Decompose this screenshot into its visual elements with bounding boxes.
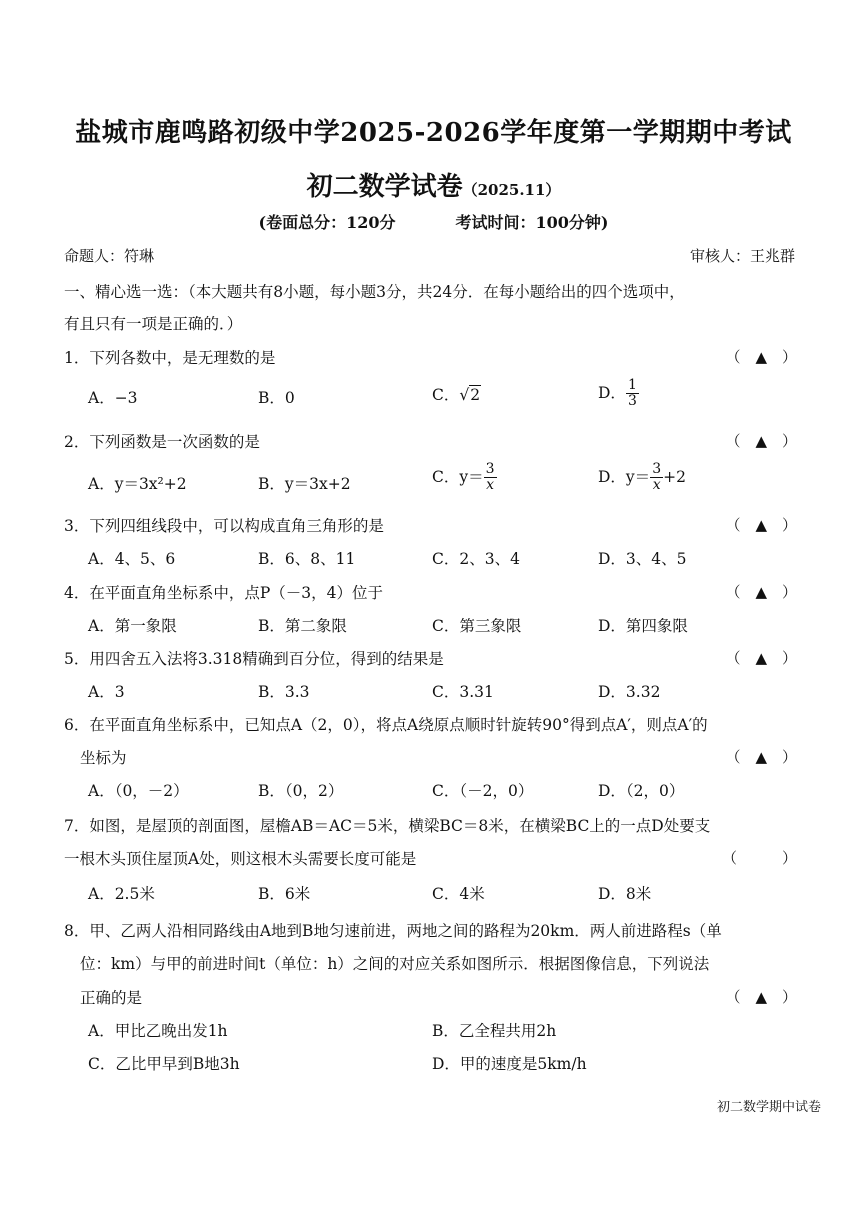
q1-answer-mark: （ ▲ ） [725,348,797,366]
q4-option-b: B．第二象限 [258,617,347,635]
q1-option-c: C．√2 [432,386,481,404]
q7-option-d: D．8米 [598,885,652,903]
q3-option-c: C．2、3、4 [432,550,520,568]
q5-option-a: A．3 [88,683,125,701]
q1-option-c-label: C． [432,386,460,404]
q6-option-c: C．（－2，0） [432,782,534,800]
q7-option-b: B．6米 [258,885,311,903]
q2-answer-mark: （ ▲ ） [725,432,797,450]
q1-d-denominator: 3 [627,393,637,410]
exam-subtitle [0,166,867,203]
q2-option-d-fraction [650,462,663,494]
q2-option-d-label: D．y＝ [598,467,651,486]
reviewer: 审核人：王兆群 [689,247,795,265]
q7-stem-line1: 7．如图，是屋顶的剖面图，屋檐AB＝AC＝5米，横梁BC＝8米，在横梁BC上的一点D处要支 [64,817,711,835]
q2-stem: 2．下列函数是一次函数的是 [64,433,260,451]
q6-option-d: D．（2，0） [598,782,685,800]
q3-option-d: D．3、4、5 [598,550,687,568]
q7-option-c: C．4米 [432,885,485,903]
q5-option-c: C．3.31 [432,683,494,701]
exam-meta [0,210,867,233]
q8-option-d: D．甲的速度是5km/h [432,1055,587,1073]
q3-option-a: A．4、5、6 [88,550,176,568]
q3-stem: 3．下列四组线段中，可以构成直角三角形的是 [64,517,384,535]
section-heading-line1: 一、精心选一选：（本大题共有8小题，每小题3分，共24分．在每小题给出的四个选项中， [64,283,685,301]
q1-option-d-label: D． [598,383,626,402]
q4-option-d: D．第四象限 [598,617,688,635]
q8-stem-line3: 正确的是 [80,989,143,1007]
q2-d-numerator: 3 [652,461,662,477]
q2-option-b: B．y＝3x+2 [258,475,351,493]
q4-option-c: C．第三象限 [432,617,522,635]
q8-option-b: B．乙全程共用2h [432,1022,557,1040]
q2-option-c [432,462,497,494]
q8-stem-line1: 8．甲、乙两人沿相同路线由A地到B地匀速前进，两地之间的路程为20km．两人前进路程s（单 [64,922,722,940]
q1-option-c-sqrt: 2 [470,386,481,404]
q8-answer-mark: （ ▲ ） [725,988,797,1006]
q2-option-a: A．y＝3x²+2 [88,475,187,493]
q2-c-denominator: x [486,477,495,494]
q2-option-c-fraction [484,462,497,494]
q8-option-c: C．乙比甲早到B地3h [88,1055,240,1073]
total-score: (卷面总分：120分 [258,213,396,232]
q2-d-denominator: x [652,477,661,494]
q6-stem-line1: 6．在平面直角坐标系中，已知点A（2，0），将点A绕原点顺时针旋转90°得到点A′，则点A′的 [64,716,708,734]
q4-answer-mark: （ ▲ ） [725,583,797,601]
q2-c-numerator: 3 [485,461,495,477]
q1-option-a: A．−3 [88,389,138,407]
section-heading-line2: 有且只有一项是正确的．） [64,315,243,333]
q3-answer-mark: （ ▲ ） [725,516,797,534]
q4-stem: 4．在平面直角坐标系中，点P（－3，4）位于 [64,584,384,602]
q4-option-a: A．第一象限 [88,617,177,635]
author: 命题人：符琳 [64,247,155,265]
exam-title: 盐城市鹿鸣路初级中学2025-2026学年度第一学期期中考试 [75,118,792,148]
q2-option-d [598,462,686,494]
q1-d-numerator: 1 [627,377,637,393]
subtitle-date: （2025.11） [462,181,561,199]
exam-time: 考试时间：100分钟) [455,213,609,232]
q3-option-b: B．6、8、11 [258,550,356,568]
q7-option-a: A．2.5米 [88,885,155,903]
q7-stem-line2: 一根木头顶住屋顶A处，则这根木头需要长度可能是 [64,850,417,868]
q2-option-c-label: C．y＝ [432,467,484,486]
q8-option-a: A．甲比乙晚出发1h [88,1022,228,1040]
q6-option-a: A．（0，－2） [88,782,189,800]
q7-answer-blank: （ ） [721,849,797,867]
q6-stem-line2: 坐标为 [80,749,127,767]
q6-option-b: B．（0，2） [258,782,344,800]
q1-option-b: B．0 [258,389,295,407]
q5-stem: 5．用四舍五入法将3.318精确到百分位，得到的结果是 [64,650,444,668]
q1-option-d-fraction [626,378,639,410]
q8-stem-line2: 位：km）与甲的前进时间t（单位：h）之间的对应关系如图所示．根据图像信息，下列说法 [80,955,710,973]
q5-option-b: B．3.3 [258,683,310,701]
q2-d-tail: +2 [663,467,686,486]
q5-answer-mark: （ ▲ ） [725,649,797,667]
q1-option-d [598,378,639,410]
q5-option-d: D．3.32 [598,683,661,701]
subtitle-text: 初二数学试卷 [306,172,463,202]
q1-stem: 1．下列各数中，是无理数的是 [64,349,276,367]
page-footer: 初二数学期中试卷 [716,1100,821,1115]
q6-answer-mark: （ ▲ ） [725,748,797,766]
